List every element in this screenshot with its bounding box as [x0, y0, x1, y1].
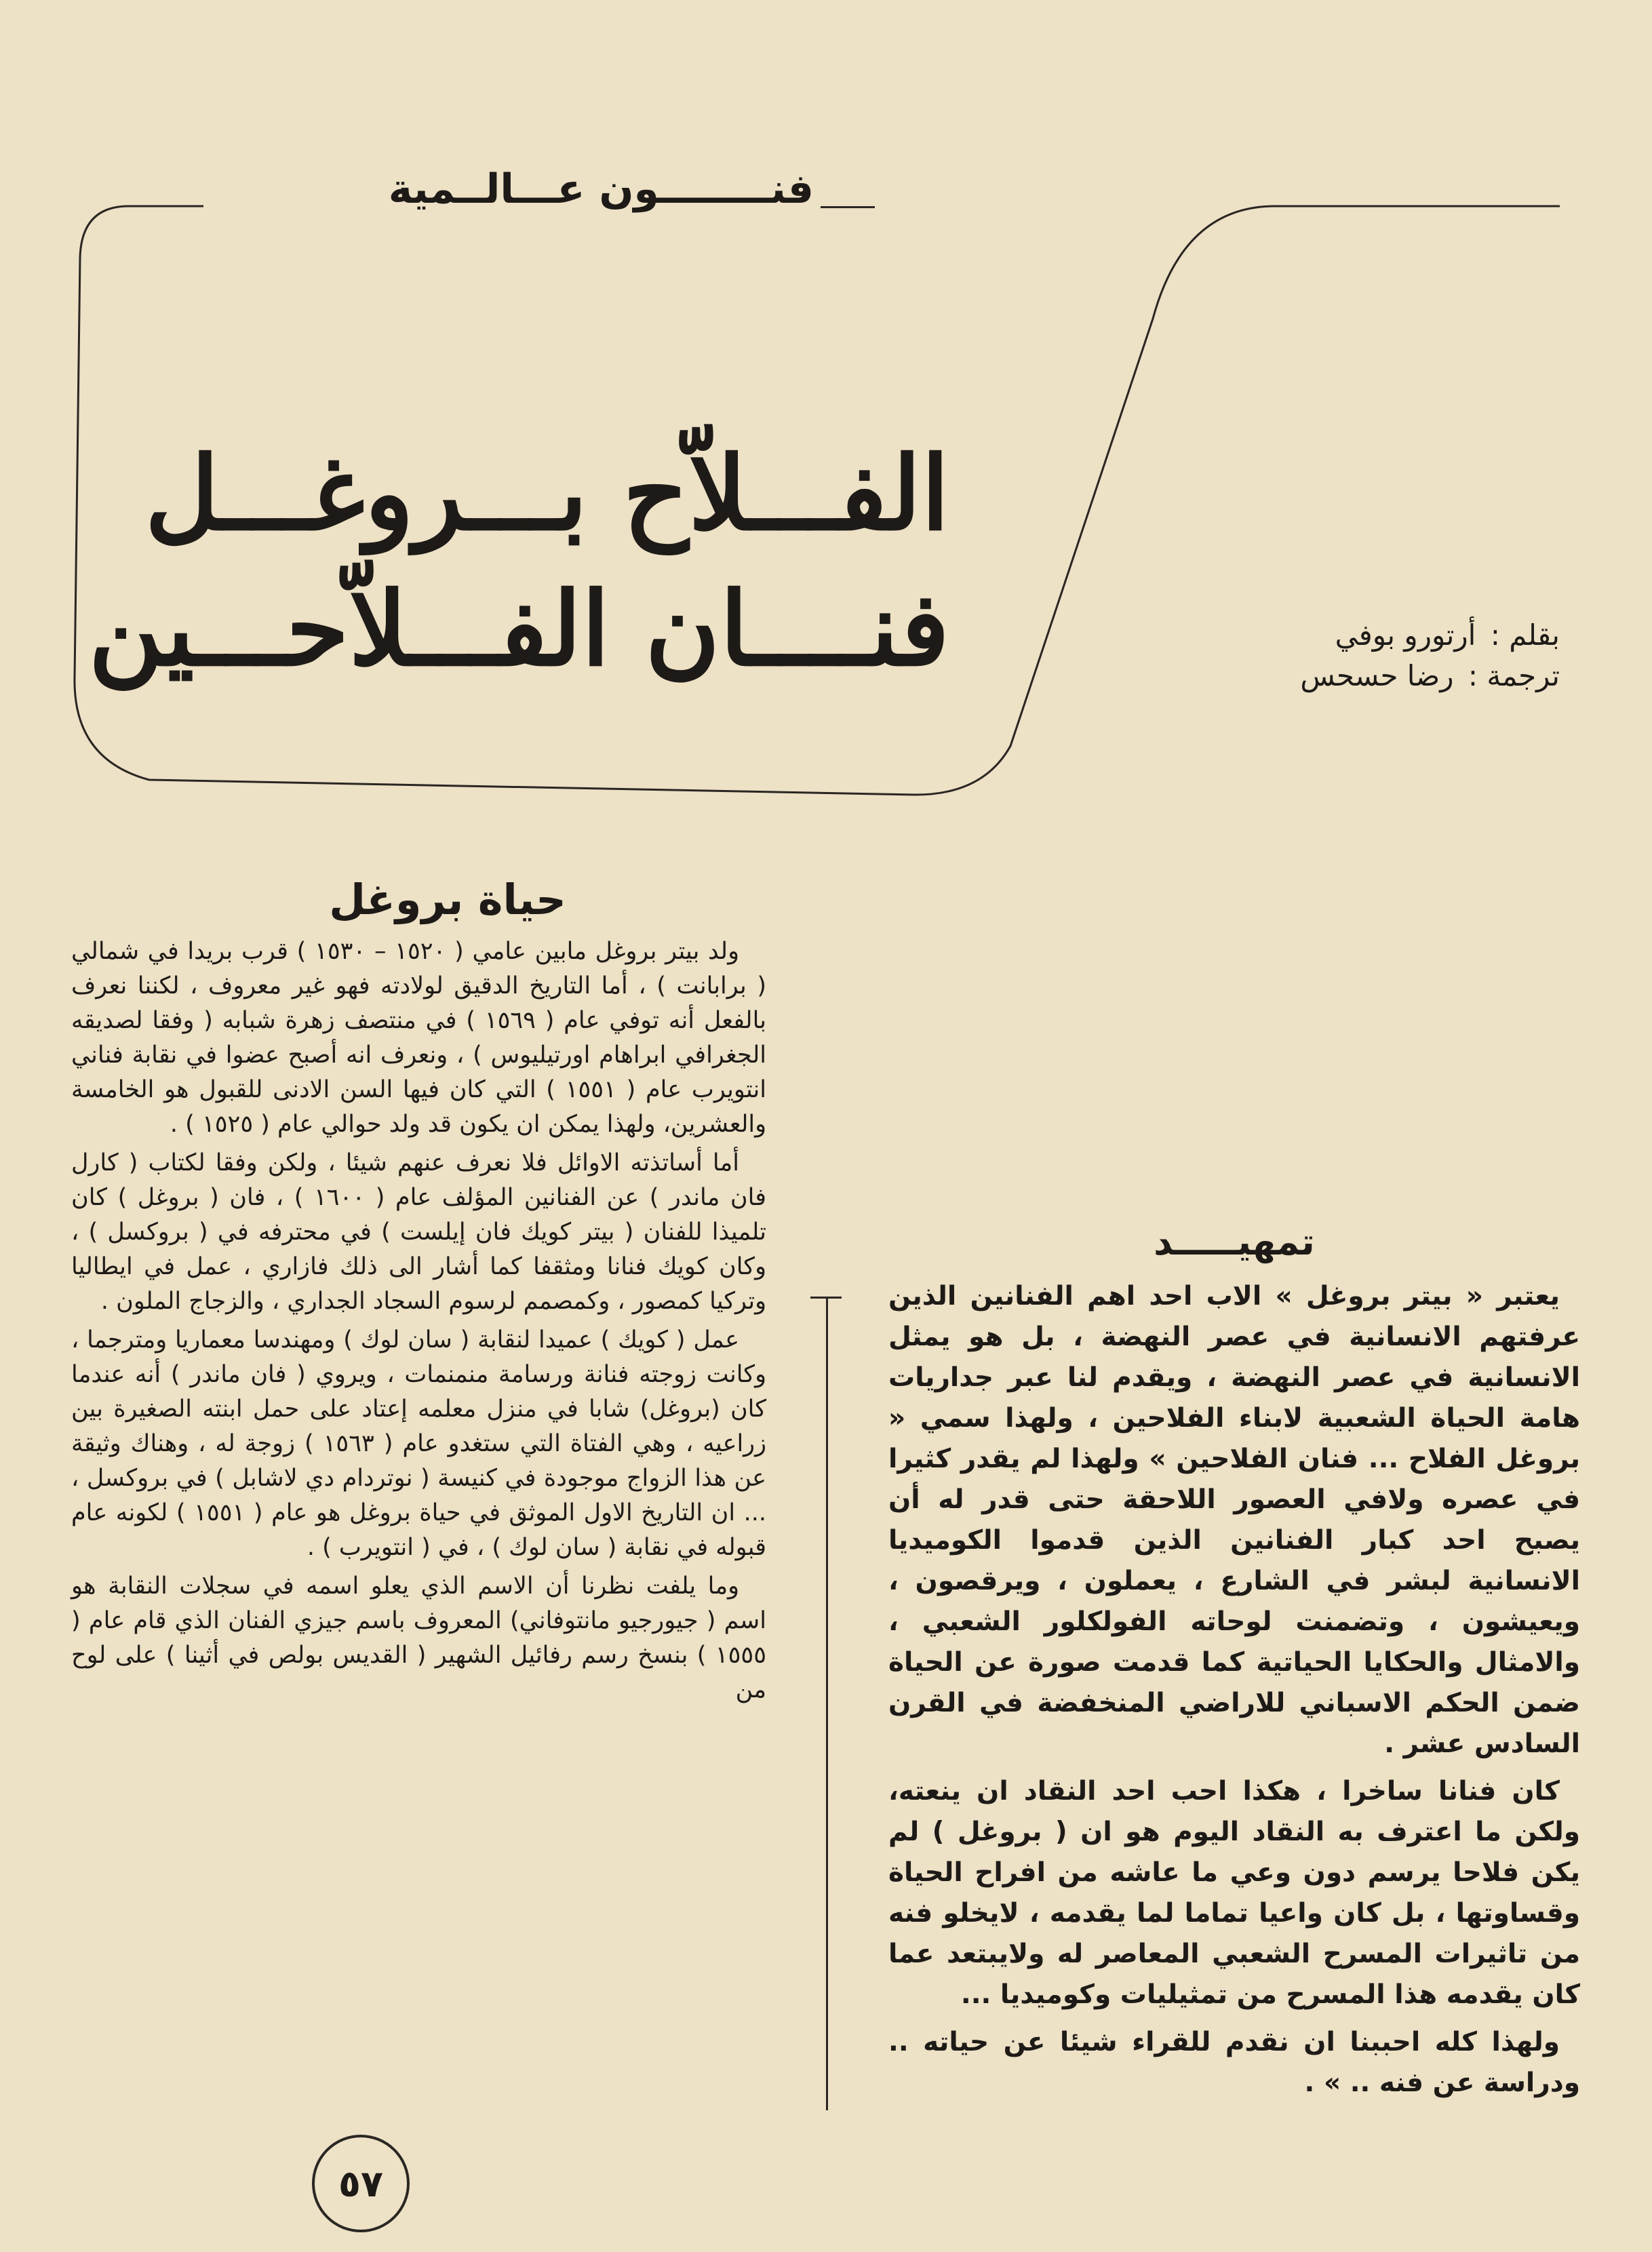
biography-paragraph: عمل ( كويك ) عميدا لنقابة ( سان لوك ) ومهندسا معماريا ومترجما ، وكانت زوجته فنانة ورسامة منمنمات ، ويروي ( فان ماندر ) أنه عندما كان (بروغل) شابا في منزل معلمه إعتاد على حمل ابنته الصغيرة بين زراعيه ، وهي الفتاة التي ستغدو عام ( ١٥٦٣ ) زوجة له ، وهناك وثيقة عن هذا الزواج موجودة في كنيسة ( نوتردام دي لاشابل ) في بروكسل ، ... ان التاريخ الاول الموثق في حياة بروغل هو عام ( ١٥٥١ ) لكونه عام قبوله في نقابة ( سان لوك ) ، في ( انتويرب ) . — [71, 1326, 766, 1561]
article-title-line1: الفـــلاّح بـــروغـــل — [144, 434, 949, 553]
article-title-line2: فنــــان الفـــلاّحـــين — [88, 570, 949, 689]
biography-column — [71, 934, 766, 1712]
section-rule-right — [821, 206, 875, 208]
biography-paragraph: ولد بيتر بروغل مابين عامي ( ١٥٢٠ – ١٥٣٠ ) قرب بريدا في شمالي ( برابانت ) ، أما التاريخ الدقيق لولادته فهو غير معروف ، لكننا نعرف بالفعل أنه توفي عام ( ١٥٦٩ ) في منتصف زهرة شبابه ( وفقا لصديقه الجغرافي ابراهام اورتيليوس ) ، ونعرف انه أصبح عضوا في نقابة فناني انتويرب عام ( ١٥٥١ ) التي كان فيها السن الادنى للقبول هو الخامسة والعشرين، ولهذا يمكن ان يكون قد ولد حوالي عام ( ١٥٢٥ ) . — [71, 938, 767, 1138]
introduction-paragraph: يعتبر « بيتر بروغل » الاب احد اهم الفنانين الذين عرفتهم الانسانية في عصر النهضة ، بل هو يمثل الانسانية في عصر النهضة ، ويقدم لنا عبر جداريات هامة الحياة الشعبية لابناء الفلاحين ، ولهذا سمي « بروغل الفلاح ... فنان الفلاحين » ولهذا لم يقدر كثيرا في عصره ولافي العصور اللاحقة حتى قدر له أن يصبح احد كبار الفنانين الذين قدموا الكوميديا الانسانية لبشر في الشارع ، يعملون ، ويرقصون ، ويعيشون ، وتضمنت لوحاته الفولكلور الشعبي ، والامثال والحكايا الحياتية كما قدمت صورة عن الحياة ضمن الحكم الاسباني للاراضي المنخفضة في القرن السادس عشر . — [888, 1281, 1580, 1759]
introduction-paragraph: ولهذا كله احببنا ان نقدم للقراء شيئا عن حياته .. ودراسة عن فنه .. » . — [888, 2027, 1580, 2098]
introduction-paragraph: كان فنانا ساخرا ، هكذا احب احد النقاد ان ينعته، ولكن ما اعترف به النقاد اليوم هو ان ( بروغل ) لم يكن فلاحا يرسم دون وعي ما عاشه من افراح الحياة وقساوتها ، بل كان واعيا تماما لما يقدمه ، لايخلو فنه من تاثيرات المسرح الشعبي المعاصر له ولايبتعد عما كان يقدمه هذا المسرح من تمثيليات وكوميديا ... — [888, 1776, 1580, 2010]
author-label: بقلم : — [1490, 618, 1560, 652]
author-name: أرتورو بوفي — [1335, 618, 1476, 652]
translator-name: رضا حسحس — [1300, 659, 1454, 692]
section-label: فنــــــــون عـــالــمية — [388, 165, 814, 213]
translator-byline — [1166, 659, 1560, 692]
author-byline — [1166, 618, 1560, 652]
column-divider — [826, 1297, 828, 2110]
biography-paragraph: أما أساتذته الاوائل فلا نعرف عنهم شيئا ، ولكن وفقا لكتاب ( كارل فان ماندر ) عن الفنانين المؤلف عام ( ١٦٠٠ ) ، فان ( بروغل ) كان تلميذا للفنان ( بيتر كويك فان إيلست ) في محترفه في ( بروكسل ) ، وكان كويك فنانا ومثقفا كما أشار الى ذلك فازاري ، عمل في ايطاليا وتركيا كمصور ، وكمصمم لرسوم السجاد الجداري ، والزجاج الملون . — [71, 1149, 766, 1315]
introduction-heading: تمهيـــــد — [1154, 1221, 1315, 1263]
translator-label: ترجمة : — [1468, 659, 1560, 692]
biography-paragraph: وما يلفت نظرنا أن الاسم الذي يعلو اسمه في سجلات النقابة هو اسم ( جيورجيو مانتوفاني) المعروف باسم جيزي الفنان الذي قام عام ( ١٥٥٥ ) بنسخ رسم رفائيل الشهير ( القديس بولص في أثينا ) على لوح من — [71, 1573, 766, 1703]
introduction-column — [888, 1276, 1580, 2110]
biography-heading: حياة بروغل — [329, 875, 566, 924]
page-number: ٥٧ — [312, 2135, 410, 2232]
